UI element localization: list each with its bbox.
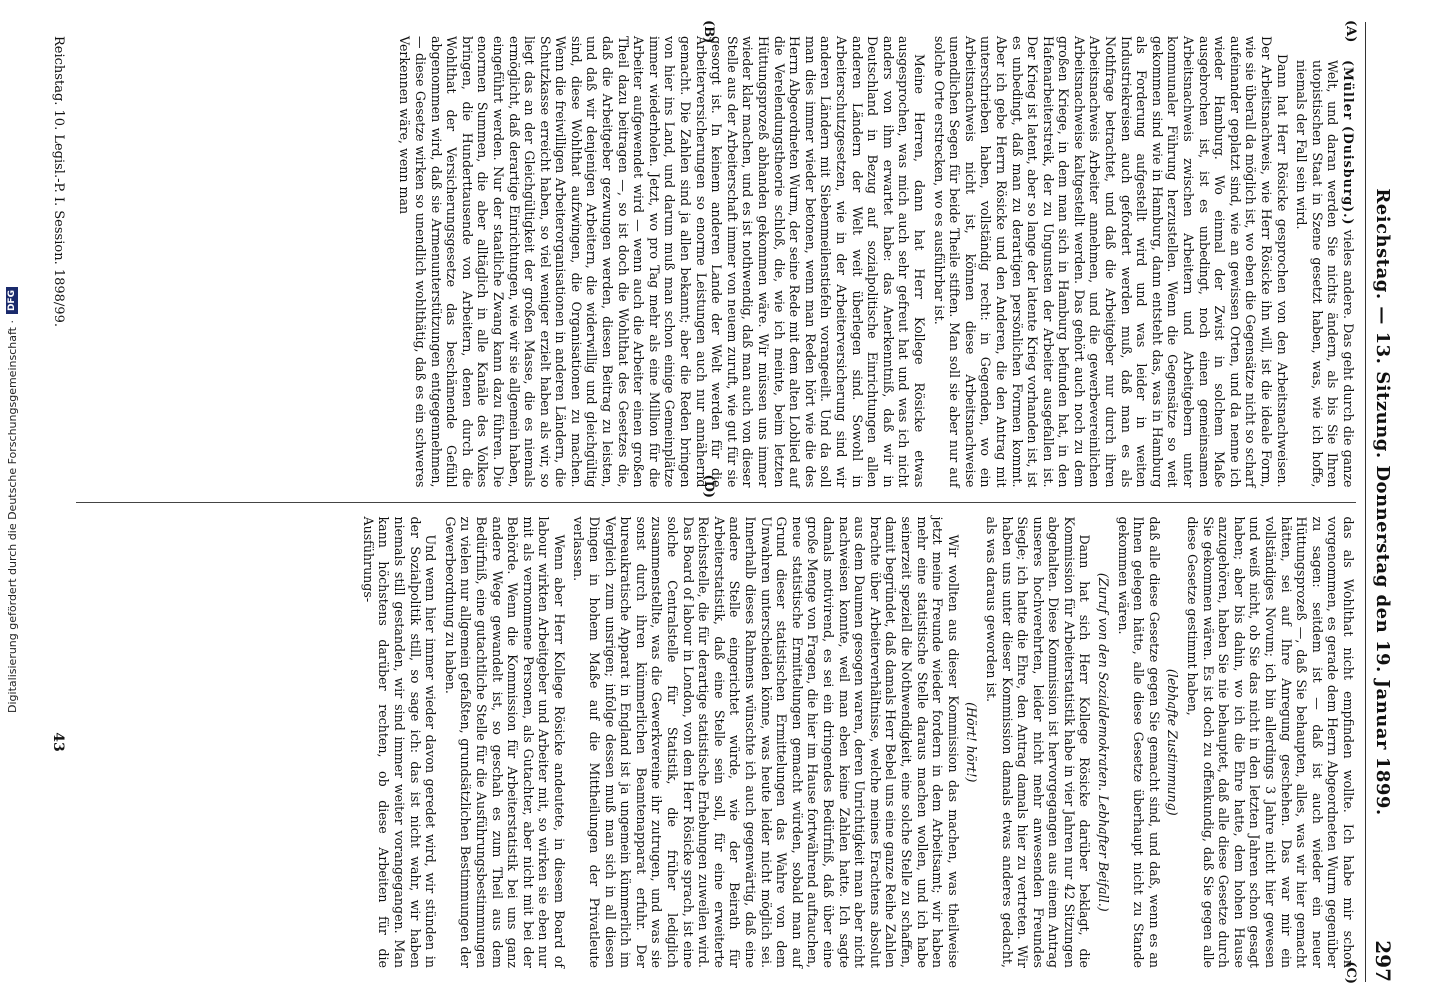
paragraph: vieles andere. Das geht durch die ganze Welt, und daran werden Sie nichts ändern, als bis Sie Ihren utopistischen Staat in Szene gesetzt haben, was, wie ich hoffe, niemals der Fall sein wird. (1294, 60, 1356, 488)
paragraph: Dann hat Herr Rösicke gesprochen von den Arbeitsnachweisen. Der Arbeitsnachweis, wie Herr Rösicke ihn will, ist die ideale Form, wie sie überall da möglich ist, wo eben die Gegensätze nicht so scharf aufeinander geplatzt sind, wie an gewissen Orten, und da nenne ich wieder Hamburg. Wo einmal der Zwist in solchem Maße ausgebrochen ist, ist es unbedingt, noch einen gemeinsamen Arbeitsnachweis zwischen Arbeitern und Arbeitgebern unter kommunaler Führung herzustellen. Wenn die Gegensätze so weit gekommen sind wie in Hamburg, dann entsteht das, was in Hamburg als Forderung aufgestellt wird und was leider in weiten Industriekreisen auch gefordert werden muß, daß man es als Nothfrage betrachtet, und daß die Arbeitgeber nur durch ihren Arbeitsnachweis Arbeiter annehmen, und die gewerbevereinlichen Arbeitsnachweise kaltgestellt werden. Das gehört auch noch zu dem großen Kriege, in dem man sich in Hamburg befunden hat, in den Hafenarbeiterstreik, der zu Ungunsten der Arbeiter ausgefallen ist. Der Krieg ist latent, aber so lange der latente Krieg vorhanden ist, ist es unbedingt, daß man zu derartigen persönlichen Formen kommt. Aber ich gebe Herrn Rösicke und den Anderen, die den Antrag mit unterschrieben haben, vollständig recht: in Gegenden, wo ein Arbeitsnachweis nicht ist, können diese Arbeitsnachweise unendlichen Segen für beide Theile stiften. Man soll sie aber nur auf solche Orte erstrecken, wo es ausführbar ist. (931, 36, 1290, 488)
paragraph: Wenn aber Herr Kollege Rösicke andeutete, in diesem Board of labour wirkten Arbeitgeber und Arbeiter mit, so wirken sie eben nur mit als vernommene Personen, als Gutachter, aber nicht mit bei der Behörde. Wenn die Kommission für Arbeiterstatistik bei uns ganz andere Wege gewandelt ist, so geschah es zum Theil aus dem Bedürfniß, eine gutachtliche Stelle für die Ausführungsbestimmungen zu vielen nur allgemein gefaßten, grundsätzlichen Bestimmungen der Gewerbeordnung zu haben. (442, 516, 567, 968)
paragraph: das als Wohlthat nicht empfinden wollte. Ich habe mir schon vorgenommen, es gerade dem Herrn Abgeordneten Wurm gegenüber zu sagen: seitdem ist — daß ist auch wieder ein neuer Hüttungsprozeß —, daß Sie behaupten, alles, was wir hier gemacht hätten, sei auf Ihre Anregung geschehen. Das war mir ein vollständiges Novum; ich bin allerdings 3 Jahre nicht hier gewesen und weiß nicht, ob Sie das nicht in den letzten Jahren schon gesagt haben; aber bis dahin, wo ich die Ehre hatte, dem hohen Hause anzugehören, haben Sie nie behauptet, daß alle diese Gesetze durch Sie gekommen wären. Es ist doch zu offenkundig, daß Sie gegen alle diese Gesetze gestimmt haben, (1185, 516, 1356, 968)
page-title: Reichstag. — 13. Sitzung. Donnerstag den 19. Januar 1899. (1372, 188, 1394, 816)
digitization-credit (2, 0, 22, 1000)
rotated-page (20, 22, 1400, 982)
margin-mark-a: (A) (1343, 20, 1358, 43)
speaker-name: (Müller (Duisburg).) (1341, 60, 1356, 226)
right-column (76, 474, 1358, 984)
margin-mark-c: (C) (1343, 961, 1358, 984)
interjection: (lebhafte Zustimmung) (1165, 668, 1181, 816)
footer-sheet-number: 43 (50, 732, 66, 752)
dfg-logo: DFG (6, 287, 18, 314)
paragraph: Dann hat sich Herr Kollege Rösicke darüber beklagt, die Kommission für Arbeiterstatistik habe in vier Jahren nur 42 Sitzungen abgehalten. Diese Kommission ist hervorgegangen aus einem Antrag unseres hochverehrten, leider nicht mehr anwesenden Freundes Siegle; ich hatte die Ehre, den Antrag damals hier zu vertreten. Wir haben uns unter dieser Kommission damals etwas anderes gedacht, als was daraus geworden ist. (983, 516, 1093, 968)
margin-mark-d: (D) (701, 474, 716, 499)
interjection: (Hört! hört!) (964, 702, 980, 783)
paragraph: Meine Herren, dann hat Herr Kollege Rösicke etwas ausgesprochen, was mich auch sehr gefreut hat und was ich nicht anders von ihm erwartet habe: das Anerkenntniß, daß wir in Deutschland in Bezug auf sozialpolitische Einrichtungen allen anderen Ländern der Welt weit überlegen sind. Sowohl in Arbeiterschutzgesetzen, wie in der Arbeiterversicherung sind wir anderen Ländern mit Siebenmeilenstiefeln vorangeeilt. Und da soll man dies immer wieder betonen, wenn man Reden hört wie die des Herrn Abgeordneten Wurm, der seine Rede mit dem alten Loblied auf die Verelendungstheorie schloß, die, wie ich meinte, beim letzten Hüttungsprozeß abhanden gekommen wäre. Wir müssen uns immer wieder klar machen, und es ist nothwendig, daß man auch von dieser Stelle aus der Arbeiterschaft immer von neuem zuruft, wie gut für sie gesorgt ist. In keinem anderen Lande der Welt werden für die Arbeiterversicherungen so enorme Leistungen auch nur annähernd gemacht. Die Zahlen sind ja allen bekannt; aber die Reden bringen von hier ins Land, und darum muß man schon einige Gemeinplätze immer wiederholen. Jetzt, wo pro Tag mehr als eine Million für die Arbeiter aufgewendet wird — wenn auch die Arbeiter einen großen Theil dazu beitragen —, so ist doch die Wohlthat des Gesetzes die, daß die Arbeitgeber gezwungen werden, diesen Beitrag zu leisten, und daß wir denjenigen Arbeitern, die widerwillig und gleichgültig sind, diese Wohlthat aufzwingen, die Organisationen zu machen. Wenn die freiwilligen Arbeiterorganisationen in anderen Ländern, die Schutzkasse erreicht haben, so viel weniger erzielt haben als wir, so liegt das an der Gleichgültigkeit der großen Masse, die es niemals ermöglicht, daß derartige Einrichtungen, wie wir sie allgemein haben, eingeführt werden. Nur der staatliche Zwang kann dazu führen. Die enormen Summen, die aber alltäglich in alle Kanäle des Volkes bringen, die Hunderttausende von Arbeitern, denen durch die Wohlthat der Versicherungsgesetze das beschämende Gefühl abgenommen wird, daß sie Armenunterstützungen entgegennehmen, — diese Gesetze wirken so unendlich wohlthätig, daß es ein schweres Verkennen wäre, wenn man (397, 36, 927, 488)
page-number: 297 (1371, 940, 1395, 982)
paragraph: Und wenn hier immer wieder davon geredet wird, wir stünden in der Sozialpolitik still, so sage ich: das ist nicht wahr, wir haben niemals still gestanden, wir sind immer weiter vorangegangen. Man kann höchstens darüber rechten, ob diese Arbeiten für die Ausführungs- (360, 516, 439, 968)
paragraph: daß alle diese Gesetze gegen Sie gemacht sind, und daß, wenn es an Ihnen gelegen hätte, alle diese Gesetze überhaupt nicht zu Stande gekommen wären. (1115, 516, 1162, 968)
left-column (76, 22, 1356, 502)
text-columns (76, 22, 1356, 982)
paragraph: Wir wollten aus dieser Kommission das machen, was theilweise jetzt meine Freunde wieder fordern in dem Arbeitsamt; wir haben mehr eine statistische Stelle daraus machen wollen, und ich habe seinerzeit speziell die Nothwendigkeit, eine solche Stelle zu schaffen, damit begründet, daß damals Herr Bebel uns eine ganze Reihe Zahlen brachte über Arbeiterverhältnisse, welche meines Erachtens absolut aus dem Daumen gesogen waren, deren Unrichtigkeit man aber nicht nachweisen konnte, weil man eben keine Zahlen hatte. Ich sagte damals motivirend, es sei ein dringendes Bedürfniß, daß über eine große Menge von Fragen, die hier im Hause fortwährend auftauchen, neue statistische Ermittelungen gemacht würden, sobald man auf Grund dieser statistischen Ermittelungen das Wahre von dem Unwahren unterscheiden könne, was heute leider nicht möglich sei. Innerhalb dieses Rahmens wünschte ich auch gegenwärtig, daß eine andere Stelle eingerichtet würde, wie der Beirath für Arbeiterstatistik, daß eine Stelle sein soll, für eine erweiterte Reichsstelle, die für derartige statistische Erhebungen zuweilen wird. Das Board of labour in London, von dem Herr Rösicke sprach, ist eine solche Centralstelle für Statistik, die früher lediglich zusammenstellte, was die Gewerkvereine ihr zutrugen, und was sie sonst durch ihren kümmerlichen Beamtenapparat erfuhr. Der bureaukratische Apparat in England ist ja ungemein kümmerlich im Vergleich zum unsrigen; infolge dessen muß man sich in all diesen Dingen in hohem Maße auf die Mittheilungen der Privatleute verlassen. (571, 516, 961, 968)
credit-text: Digitalisierung gefördert durch die Deutsche Forschungsgemeinschaft · (5, 320, 19, 713)
margin-mark-b: (B) (701, 20, 716, 44)
interjection: (Zuruf von den Sozialdemokraten. Lebhafter Beifall.) (1096, 572, 1112, 912)
page-header (1365, 22, 1400, 982)
footer-session: Reichstag. 10. Legisl.-P. I. Session. 1898/99. (51, 36, 66, 327)
